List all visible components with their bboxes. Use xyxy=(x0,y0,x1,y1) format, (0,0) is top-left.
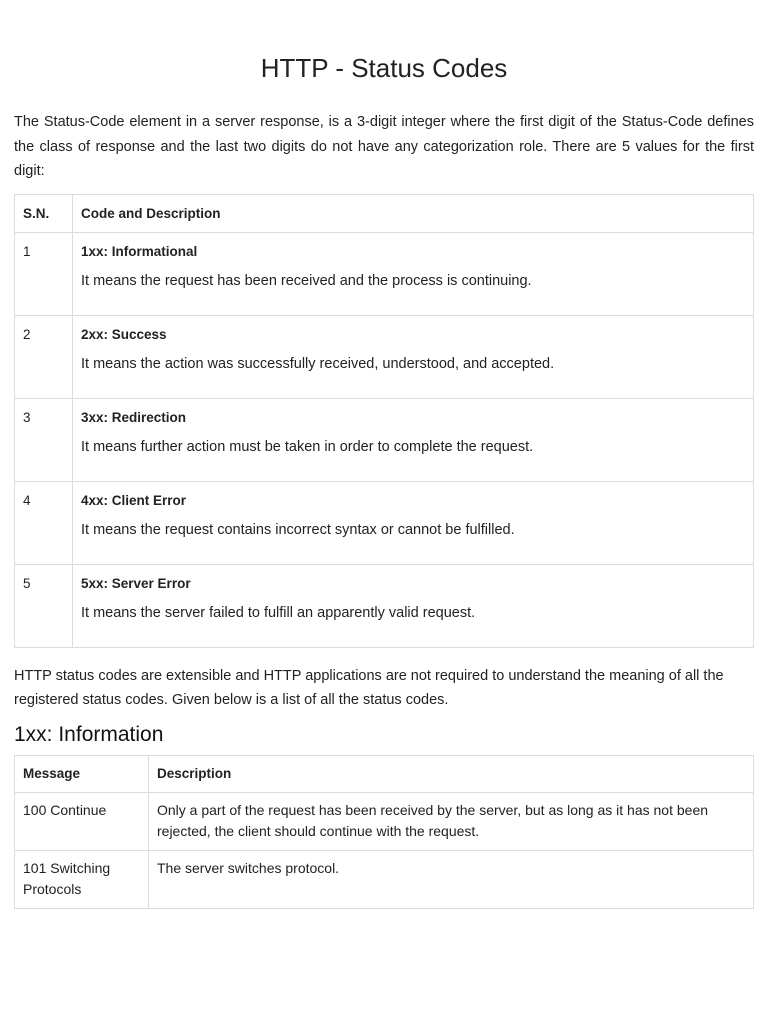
table-header-row xyxy=(15,194,754,232)
code-column-header: Code and Description xyxy=(73,194,754,232)
intro-paragraph: The Status-Code element in a server response, is a 3-digit integer where the first digit of the Status-Code defines the class of response and the last two digits do not have any categorization role. There are 5 values for the first digit: xyxy=(14,114,754,179)
code-title: 3xx: Redirection xyxy=(81,409,187,425)
table-row xyxy=(15,315,754,398)
code-description: It means the request has been received and the process is continuing. xyxy=(81,272,532,289)
code-cell xyxy=(73,564,754,647)
table-row xyxy=(15,232,754,315)
code-description: It means further action must be taken in order to complete the request. xyxy=(81,438,534,455)
code-title: 5xx: Server Error xyxy=(81,575,191,591)
code-description: It means the action was successfully received, understood, and accepted. xyxy=(81,355,555,372)
row-number: 2 xyxy=(15,315,73,398)
row-number: 3 xyxy=(15,398,73,481)
table-row xyxy=(15,481,754,564)
code-description: It means the server failed to fulfill an apparently valid request. xyxy=(81,604,476,621)
row-number: 4 xyxy=(15,481,73,564)
table-row xyxy=(15,398,754,481)
code-description: It means the request contains incorrect syntax or cannot be fulfilled. xyxy=(81,521,515,538)
table-row xyxy=(15,564,754,647)
message-cell: 100 Continue xyxy=(15,792,149,850)
code-title: 1xx: Informational xyxy=(81,243,198,259)
description-column-header: Description xyxy=(149,755,754,792)
row-number: 5 xyxy=(15,564,73,647)
page-title: HTTP - Status Codes xyxy=(260,53,508,83)
code-title: 2xx: Success xyxy=(81,326,167,342)
table-header-row xyxy=(15,755,754,792)
message-cell: 101 Switching Protocols xyxy=(15,850,149,908)
description-cell: Only a part of the request has been received by the server, but as long as it has not been rejected, the client should continue with the request. xyxy=(149,792,754,850)
information-codes-table xyxy=(14,755,754,909)
row-number: 1 xyxy=(15,232,73,315)
code-cell xyxy=(73,232,754,315)
outro-paragraph: HTTP status codes are extensible and HTTP applications are not required to understand the meaning of all the registered status codes. Given below is a list of all the status codes. xyxy=(14,667,724,708)
table-row xyxy=(15,792,754,850)
code-cell xyxy=(73,315,754,398)
section-title-1xx: 1xx: Information xyxy=(14,722,164,746)
code-cell xyxy=(73,398,754,481)
description-cell: The server switches protocol. xyxy=(149,850,754,908)
sn-column-header: S.N. xyxy=(15,194,73,232)
code-title: 4xx: Client Error xyxy=(81,492,187,508)
message-column-header: Message xyxy=(15,755,149,792)
status-classes-table xyxy=(14,194,754,648)
table-row xyxy=(15,850,754,908)
code-cell xyxy=(73,481,754,564)
